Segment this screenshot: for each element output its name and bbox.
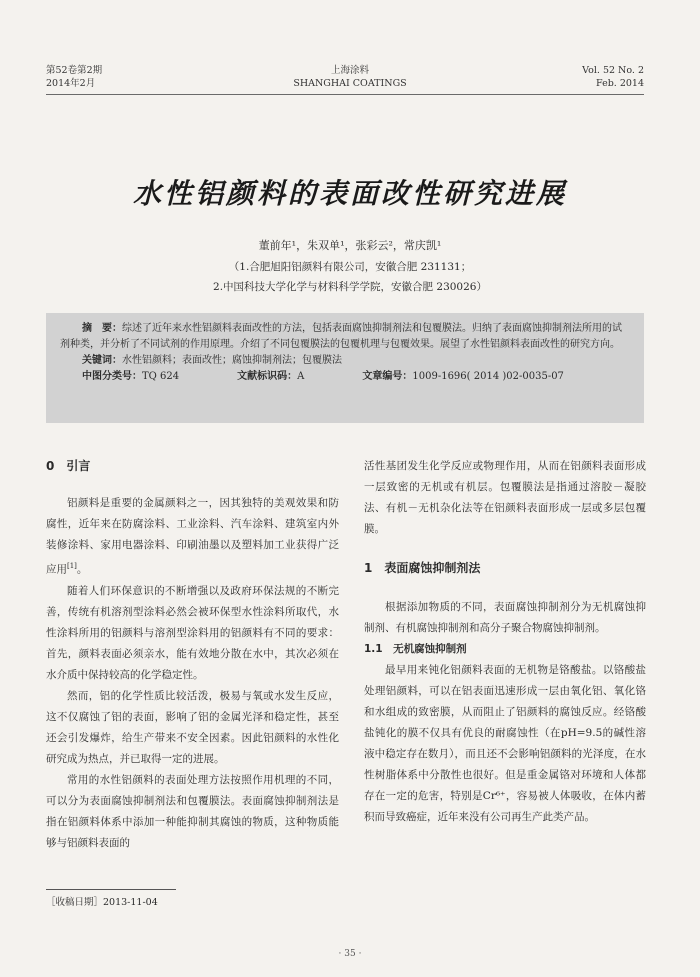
header-rule	[46, 94, 644, 95]
paragraph-continued: 活性基团发生化学反应或物理作用，从而在铝颜料表面形成一层致密的无机或有机层。包覆膜法是指通过溶胶－凝胶法、有机－无机杂化法等在铝颜料表面形成一层或多层包覆膜。	[364, 460, 646, 535]
keywords-text: 水性铝颜料；表面改性；腐蚀抑制剂法；包覆膜法	[122, 355, 342, 366]
article-number-value: 1009-1696( 2014 )02-0035-07	[412, 371, 564, 382]
paragraph-5: 根据添加物质的不同，表面腐蚀抑制剂分为无机腐蚀抑制剂、有机腐蚀抑制剂和高分子聚合物腐蚀抑制剂。	[364, 601, 646, 634]
abstract-box	[46, 313, 644, 423]
doc-code-group	[237, 369, 304, 385]
authors: 董前年¹，朱双单¹，张彩云²，常庆凯¹	[258, 239, 442, 252]
paragraph-1-text: 铝颜料是重要的金属颜料之一，因其独特的美观效果和防腐性，近年来在防腐涂料、工业涂料、汽车涂料、建筑室内外装修涂料、家用电器涂料、印刷油墨以及塑料加工业获得广泛应用	[46, 497, 339, 576]
page-number: · 35 ·	[338, 949, 362, 959]
right-column	[364, 456, 646, 828]
section-1-1-heading: 1.1 无机腐蚀抑制剂	[364, 643, 467, 655]
affiliation-2: 2.中国科技大学化学与材料科学学院，安徽合肥 230026）	[213, 281, 487, 293]
article-title: 水性铝颜料的表面改性研究进展	[132, 177, 567, 210]
journal-name-en: SHANGHAI COATINGS	[293, 78, 407, 89]
journal-volume-en	[582, 64, 644, 90]
volume-issue-en: Vol. 52 No. 2	[582, 65, 644, 76]
section-0-heading: 0 引言	[46, 459, 91, 473]
abstract	[60, 321, 630, 353]
journal-name-cn: 上海涂料	[330, 65, 369, 76]
keywords-label: 关键词：	[82, 355, 122, 366]
left-column	[46, 456, 339, 854]
clc-value: TQ 624	[142, 371, 180, 382]
doc-code-value: A	[297, 371, 305, 382]
volume-issue: 第52卷第2期	[46, 65, 103, 76]
paragraph-3: 然而，铝的化学性质比较活泼，极易与氧或水发生反应，这不仅腐蚀了铝的表面，影响了铝的金属光泽和稳定性，甚至还会引发爆炸，给生产带来不安全因素。因此铝颜料的水性化研究成为热点，并已取得一定的进展。	[46, 689, 339, 765]
paragraph-4: 常用的水性铝颜料的表面处理方法按照作用机理的不同，可以分为表面腐蚀抑制剂法和包覆膜法。表面腐蚀抑制剂法是指在铝颜料体系中添加一种能抑制其腐蚀的物质，这种物质能够与铝颜料表面的	[46, 773, 339, 849]
clc-label: 中图分类号：	[82, 371, 142, 382]
footnote-rule	[46, 889, 176, 890]
received-date: ［收稿日期］2013-11-04	[46, 897, 158, 908]
clc-group	[82, 369, 179, 385]
issue-date-en: Feb. 2014	[596, 78, 644, 89]
abstract-label: 摘 要：	[82, 323, 122, 334]
citation-1: [1]	[67, 562, 77, 570]
paragraph-1	[46, 493, 339, 581]
paragraph-1-end: 。	[76, 563, 88, 576]
paragraph-6: 最早用来钝化铝颜料表面的无机物是铬酸盐。以铬酸盐处理铝颜料，可以在铝表面迅速形成一层由氧化铝、氧化铬和水组成的致密膜，从而阻止了铝颜料的腐蚀反应。经铬酸盐钝化的膜不仅具有优良的耐腐蚀性（在pH=9.5的碱性溶液中稳定存在数月），而且还不会影响铝颜料的光泽度，在水性树脂体系中分散性也很好。但是重金属铬对环境和人体都存在一定的危害，特别是Cr⁶⁺，容易被人体吸收，在体内蓄积而导致癌症，近年来没有公司再生产此类产品。	[364, 664, 646, 823]
paragraph-2: 随着人们环保意识的不断增强以及政府环保法规的不断完善，传统有机溶剂型涂料必然会被环保型水性涂料所取代，水性涂料所用的铝颜料与溶剂型涂料用的铝颜料有不同的要求：首先，颜料表面必须亲水，能有效地分散在水中，其次必须在水介质中保持较高的化学稳定性。	[46, 584, 339, 681]
abstract-text: 综述了近年来水性铝颜料表面改性的方法，包括表面腐蚀抑制剂法和包覆膜法。归纳了表面腐蚀抑制剂法所用的试剂种类，并分析了不同试剂的作用原理。介绍了不同包覆膜法的包覆机理与包覆效果。展望了水性铝颜料表面改性的研究方向。	[60, 323, 622, 350]
article-number-label: 文章编号：	[362, 371, 413, 382]
classification-line	[60, 369, 630, 385]
affiliation-1: （1.合肥旭阳铝颜料有限公司，安徽合肥 231131；	[228, 261, 472, 273]
section-1-heading: 1 表面腐蚀抑制剂法	[364, 561, 481, 575]
keywords	[60, 353, 630, 369]
article-number-group	[362, 369, 564, 385]
doc-code-label: 文献标识码：	[237, 371, 298, 382]
issue-date-cn: 2014年2月	[46, 78, 96, 89]
